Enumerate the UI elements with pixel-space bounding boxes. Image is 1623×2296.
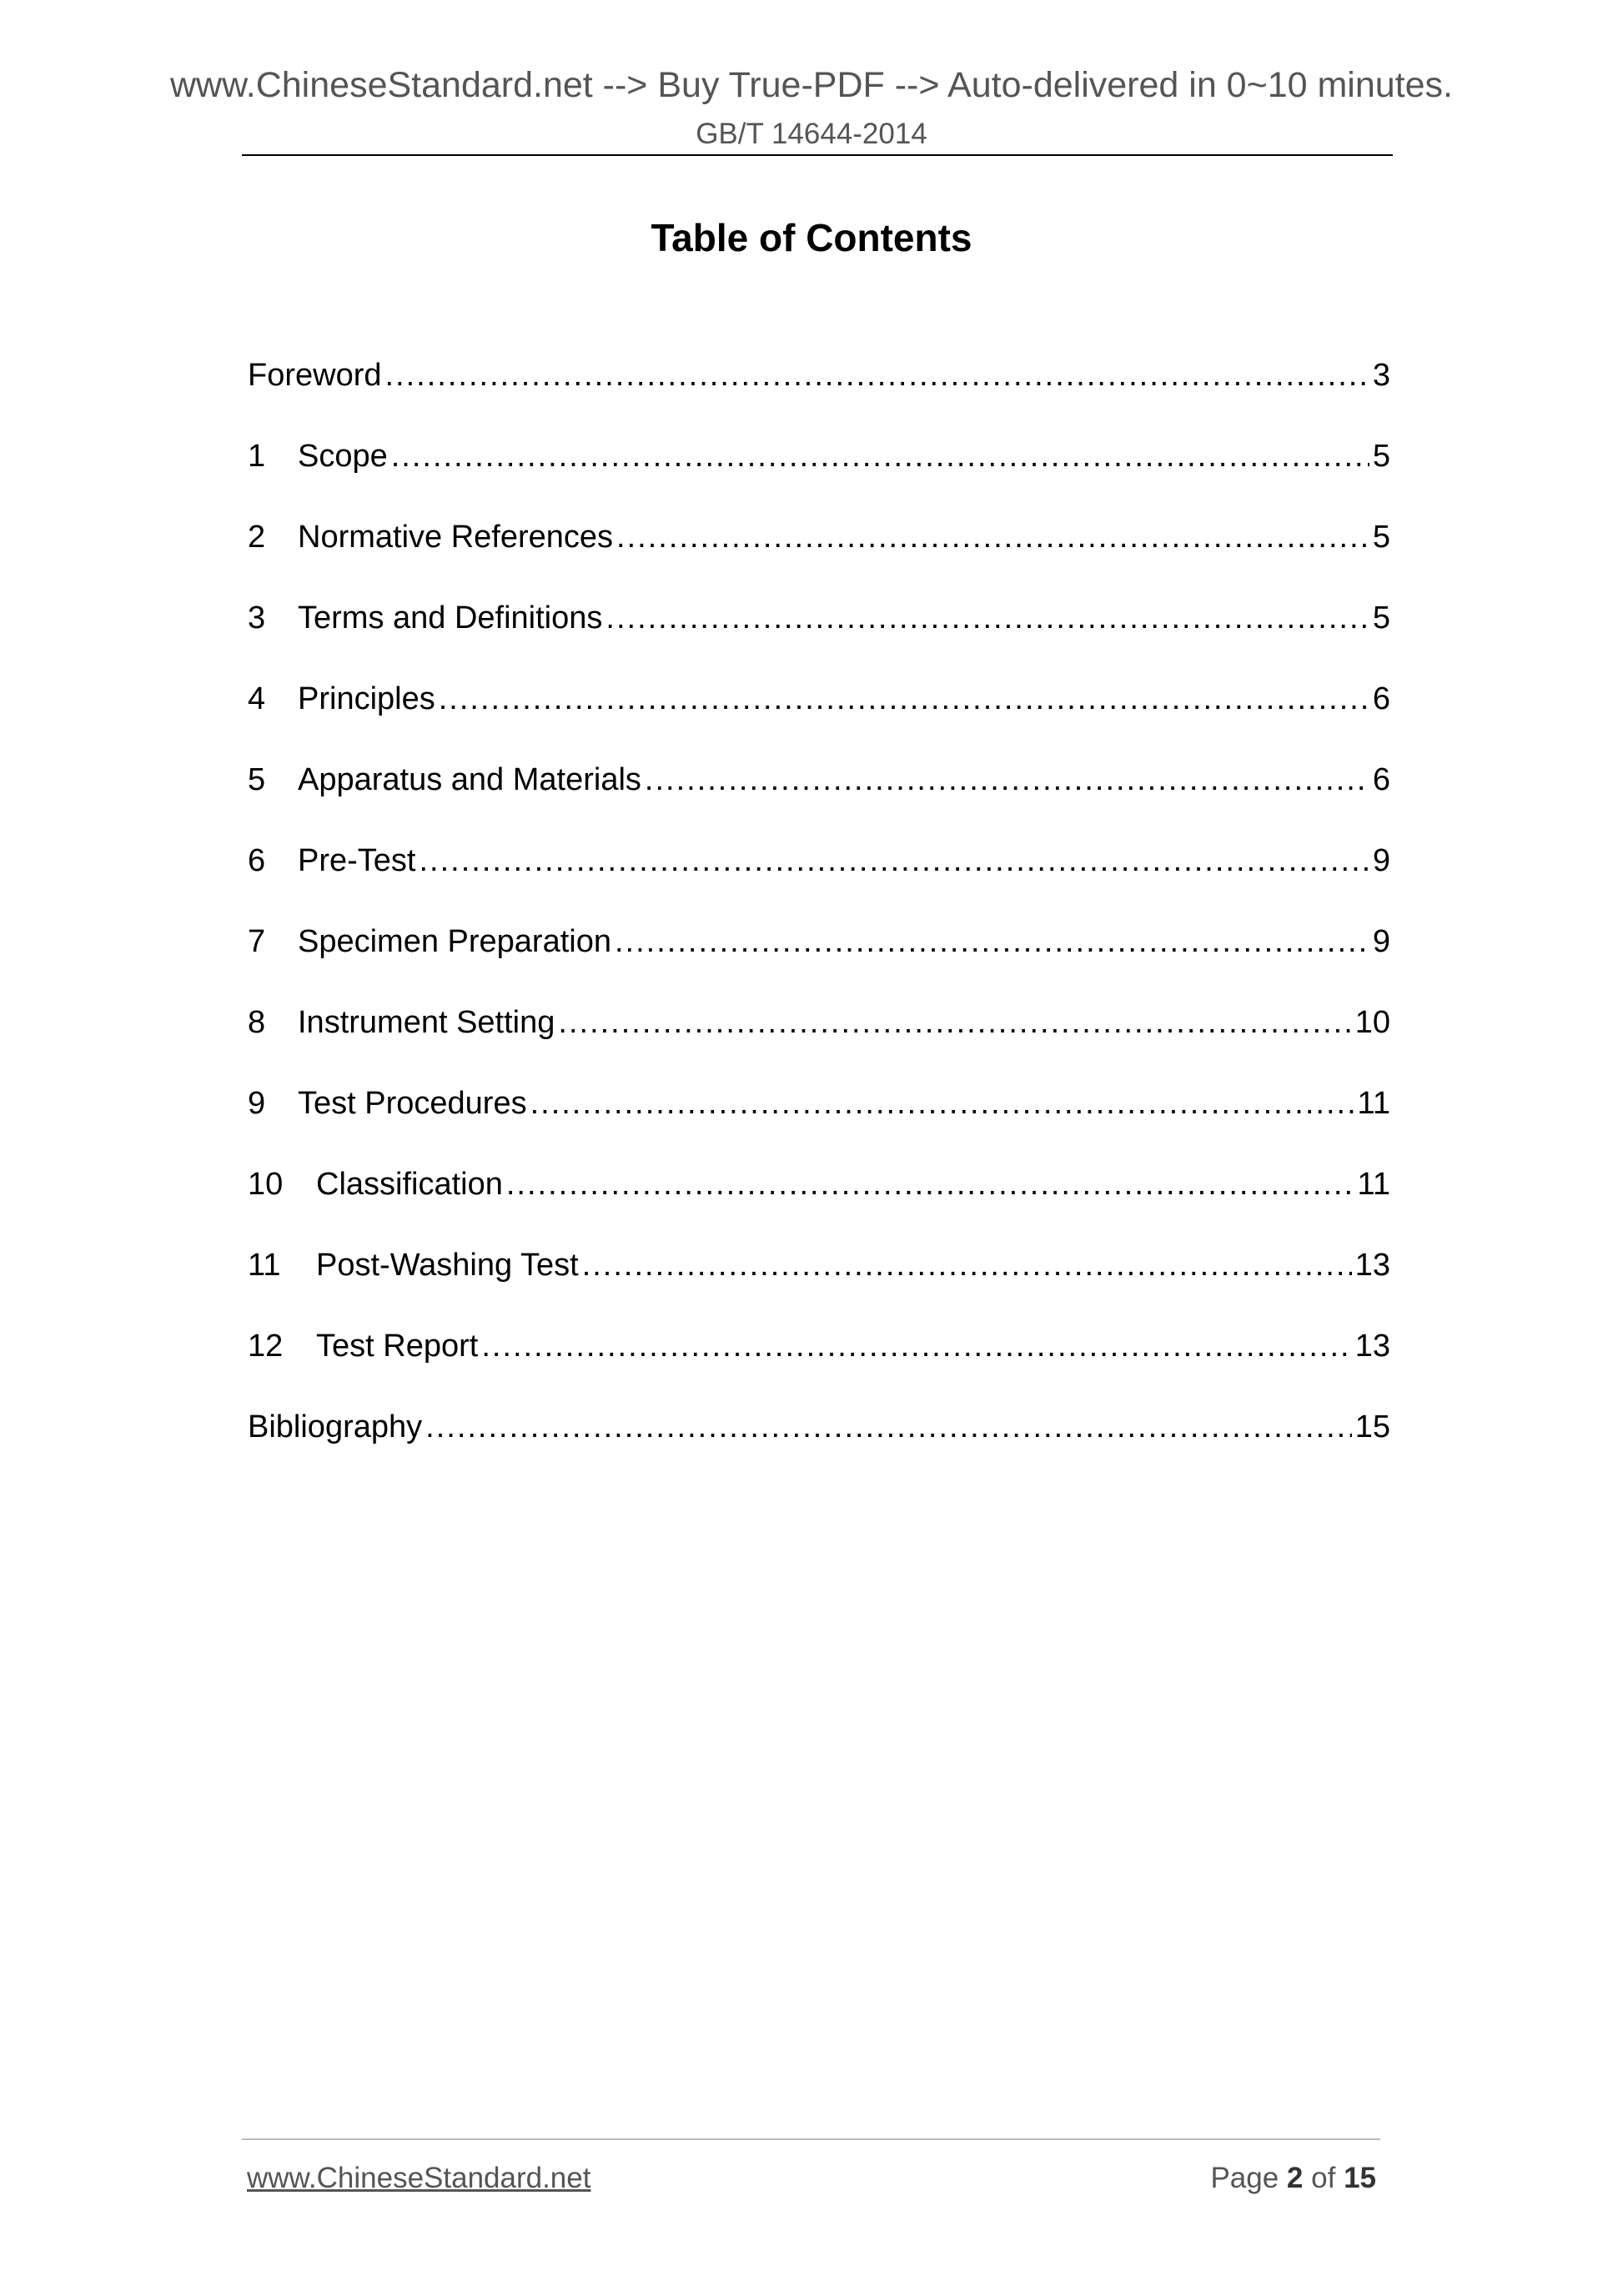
toc-entry-apparatus-and-materials[interactable] [248,755,1390,836]
toc-entry-page: 9 [1372,924,1390,959]
toc-entry-terms-and-definitions[interactable] [248,593,1390,674]
toc-entry-page: 15 [1354,1409,1390,1444]
toc-entry-classification[interactable] [248,1159,1390,1240]
toc-dot-leader [645,755,1369,805]
footer-page-indicator [1210,2162,1376,2195]
toc-entry-number: 3 [248,600,266,636]
toc-dot-leader [558,997,1351,1048]
toc-entry-page: 3 [1372,358,1390,393]
toc-entry-normative-references[interactable] [248,512,1390,593]
footer-site-link[interactable]: www.ChineseStandard.net [247,2162,591,2194]
toc-entry-page: 11 [1357,1086,1390,1121]
toc-entry-label: Specimen Preparation [298,924,611,959]
toc-entry-foreword[interactable] [248,350,1390,431]
toc-entry-label: Normative References [298,520,614,555]
toc-entry-number: 5 [248,762,266,797]
toc-entry-label: Scope [298,439,388,474]
header-banner: www.ChineseStandard.net --> Buy True-PDF --> Auto-delivered in 0~10 minutes. [169,65,1453,105]
toc-entry-page: 5 [1372,439,1390,474]
toc-entry-page: 6 [1372,762,1390,797]
toc-dot-leader [419,836,1369,886]
toc-entry-test-report[interactable] [248,1321,1390,1402]
toc-entry-instrument-setting[interactable] [248,997,1390,1078]
toc-entry-page: 6 [1372,681,1390,716]
toc-entry-label: Post-Washing Test [316,1248,579,1283]
toc-entry-page: 5 [1372,600,1390,636]
toc-entry-label: Foreword [248,358,382,393]
toc-entry-page: 5 [1372,520,1390,555]
toc-entry-label: Test Report [316,1329,479,1364]
toc-entry-number: 10 [248,1167,284,1202]
toc-entry-pre-test[interactable] [248,836,1390,917]
toc-entry-page: 10 [1354,1005,1390,1040]
toc-entry-scope[interactable] [248,431,1390,512]
toc-dot-leader [481,1321,1351,1371]
toc-entry-label: Instrument Setting [298,1005,555,1040]
toc-entry-number: 4 [248,681,266,716]
toc-entry-label: Principles [298,681,435,716]
toc-entry-page: 9 [1372,843,1390,878]
toc-dot-leader [425,1402,1352,1452]
table-of-contents [248,350,1390,1483]
toc-dot-leader [616,512,1369,562]
toc-entry-number: 1 [248,439,266,474]
toc-entry-label: Pre-Test [298,843,416,878]
toc-dot-leader [605,593,1369,643]
toc-entry-post-washing-test[interactable] [248,1240,1390,1321]
toc-entry-bibliography[interactable] [248,1402,1390,1483]
footer-page-total: 15 [1344,2162,1376,2194]
toc-entry-number: 8 [248,1005,266,1040]
toc-entry-number: 9 [248,1086,266,1121]
toc-entry-label: Bibliography [248,1409,423,1444]
toc-entry-label: Terms and Definitions [298,600,603,636]
header-document-id: GB/T 14644-2014 [696,118,927,150]
toc-entry-page: 11 [1357,1167,1390,1202]
toc-dot-leader [439,674,1369,724]
footer-page-current: 2 [1286,2162,1304,2194]
footer-divider [242,2138,1380,2140]
toc-entry-number: 6 [248,843,266,878]
footer-page-prefix: Page [1210,2162,1279,2194]
toc-entry-number: 11 [248,1248,281,1283]
toc-entry-label: Apparatus and Materials [298,762,641,797]
toc-dot-leader [385,350,1369,400]
header-divider [242,154,1393,156]
toc-entry-page: 13 [1354,1248,1390,1283]
toc-entry-number: 12 [248,1329,284,1364]
toc-entry-specimen-preparation[interactable] [248,917,1390,997]
toc-entry-number: 2 [248,520,266,555]
toc-dot-leader [391,431,1369,481]
toc-dot-leader [506,1159,1354,1209]
footer-page-of: of [1311,2162,1336,2194]
toc-entry-test-procedures[interactable] [248,1078,1390,1159]
toc-entry-label: Classification [316,1167,503,1202]
toc-entry-label: Test Procedures [298,1086,527,1121]
toc-entry-number: 7 [248,924,266,959]
toc-title: Table of Contents [651,216,972,259]
toc-entry-principles[interactable] [248,674,1390,755]
toc-dot-leader [615,917,1369,967]
toc-dot-leader [582,1240,1352,1290]
toc-dot-leader [530,1078,1354,1128]
toc-entry-page: 13 [1354,1329,1390,1364]
